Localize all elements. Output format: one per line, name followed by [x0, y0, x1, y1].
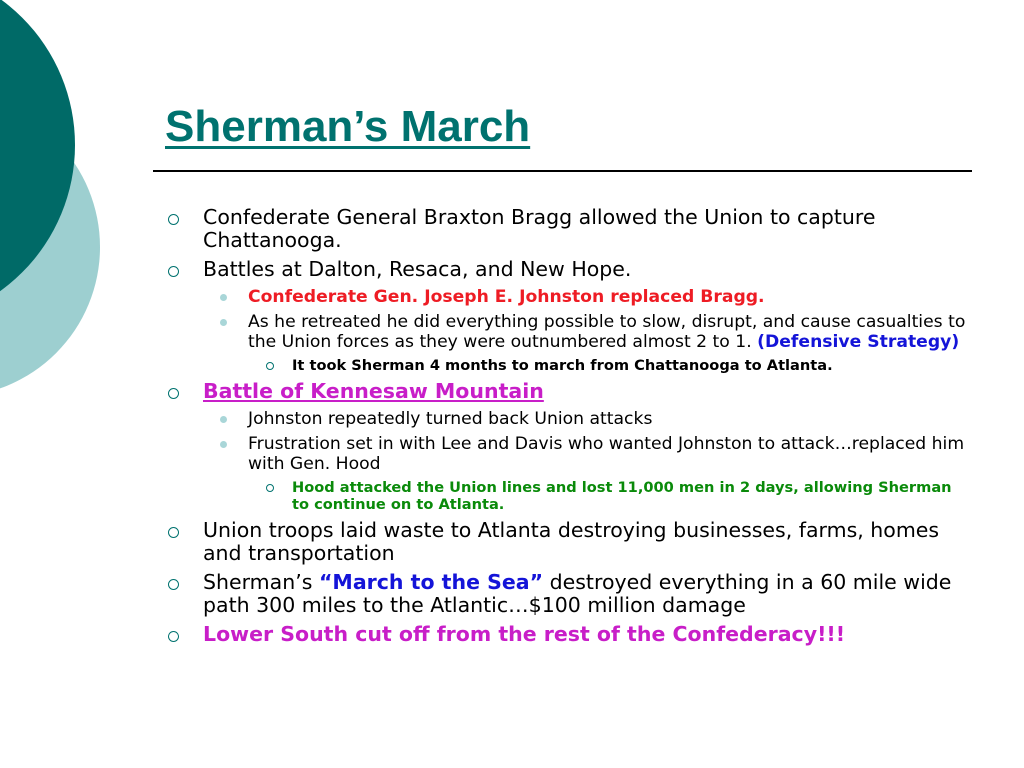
- bullet-text-pre: Sherman’s: [203, 570, 313, 594]
- bullet-text: As he retreated he did everything possible to slow, disrupt, and cause casualties to the Union forces as they were outnumbered almost 2 to 1.: [248, 312, 966, 352]
- bullet-text: Union troops laid waste to Atlanta destroying businesses, farms, homes and transportation: [203, 518, 940, 565]
- circle-bullet-icon: [168, 388, 179, 399]
- bullet-atlanta: [161, 519, 971, 565]
- bullet-kennesaw: [161, 380, 971, 403]
- circle-bullet-icon: [168, 527, 179, 538]
- bullet-text: It took Sherman 4 months to march from Chattanooga to Atlanta.: [292, 357, 833, 374]
- subsubbullet-four-months: [161, 357, 971, 374]
- bullet-text: Confederate Gen. Joseph E. Johnston replaced Bragg.: [248, 287, 765, 307]
- title-divider: [153, 170, 972, 172]
- bullet-text: Hood attacked the Union lines and lost 11,000 men in 2 days, allowing Sherman to continue on to Atlanta.: [292, 479, 952, 513]
- bullet-lower-south: [161, 623, 971, 646]
- kennesaw-link[interactable]: Battle of Kennesaw Mountain: [203, 379, 544, 403]
- defensive-strategy-label: (Defensive Strategy): [757, 332, 960, 352]
- circle-bullet-icon: [266, 362, 274, 370]
- bullet-text: Johnston repeatedly turned back Union attacks: [248, 409, 653, 429]
- circle-bullet-icon: [168, 579, 179, 590]
- subbullet-johnston-replaced: [161, 287, 971, 307]
- circle-bullet-icon: [266, 484, 274, 492]
- bullet-text: Lower South cut off from the rest of the Confederacy!!!: [203, 622, 846, 646]
- bullet-text: Confederate General Braxton Bragg allowed the Union to capture Chattanooga.: [203, 205, 876, 252]
- slide-body: [161, 206, 971, 652]
- dot-bullet-icon: [220, 441, 227, 448]
- bullet-battles: [161, 258, 971, 281]
- bullet-text: Frustration set in with Lee and Davis who wanted Johnston to attack…replaced him with Gen. Hood: [248, 434, 965, 474]
- slide-title: Sherman’s March: [165, 102, 531, 151]
- subsubbullet-hood: [161, 479, 971, 513]
- bullet-text: Battles at Dalton, Resaca, and New Hope.: [203, 257, 632, 281]
- subbullet-frustration: [161, 434, 971, 474]
- bullet-bragg: [161, 206, 971, 252]
- dot-bullet-icon: [220, 416, 227, 423]
- circle-bullet-icon: [168, 631, 179, 642]
- bullet-text-post: destroyed everything in a 60 mile wide path 300 miles to the Atlantic…$100 million damage: [203, 570, 952, 617]
- dot-bullet-icon: [220, 294, 227, 301]
- subbullet-turned-back: [161, 409, 971, 429]
- circle-bullet-icon: [168, 266, 179, 277]
- circle-bullet-icon: [168, 214, 179, 225]
- subbullet-retreat: [161, 312, 971, 352]
- bullet-march-to-sea: [161, 571, 971, 617]
- dot-bullet-icon: [220, 319, 227, 326]
- march-to-sea-quote: “March to the Sea”: [318, 570, 544, 594]
